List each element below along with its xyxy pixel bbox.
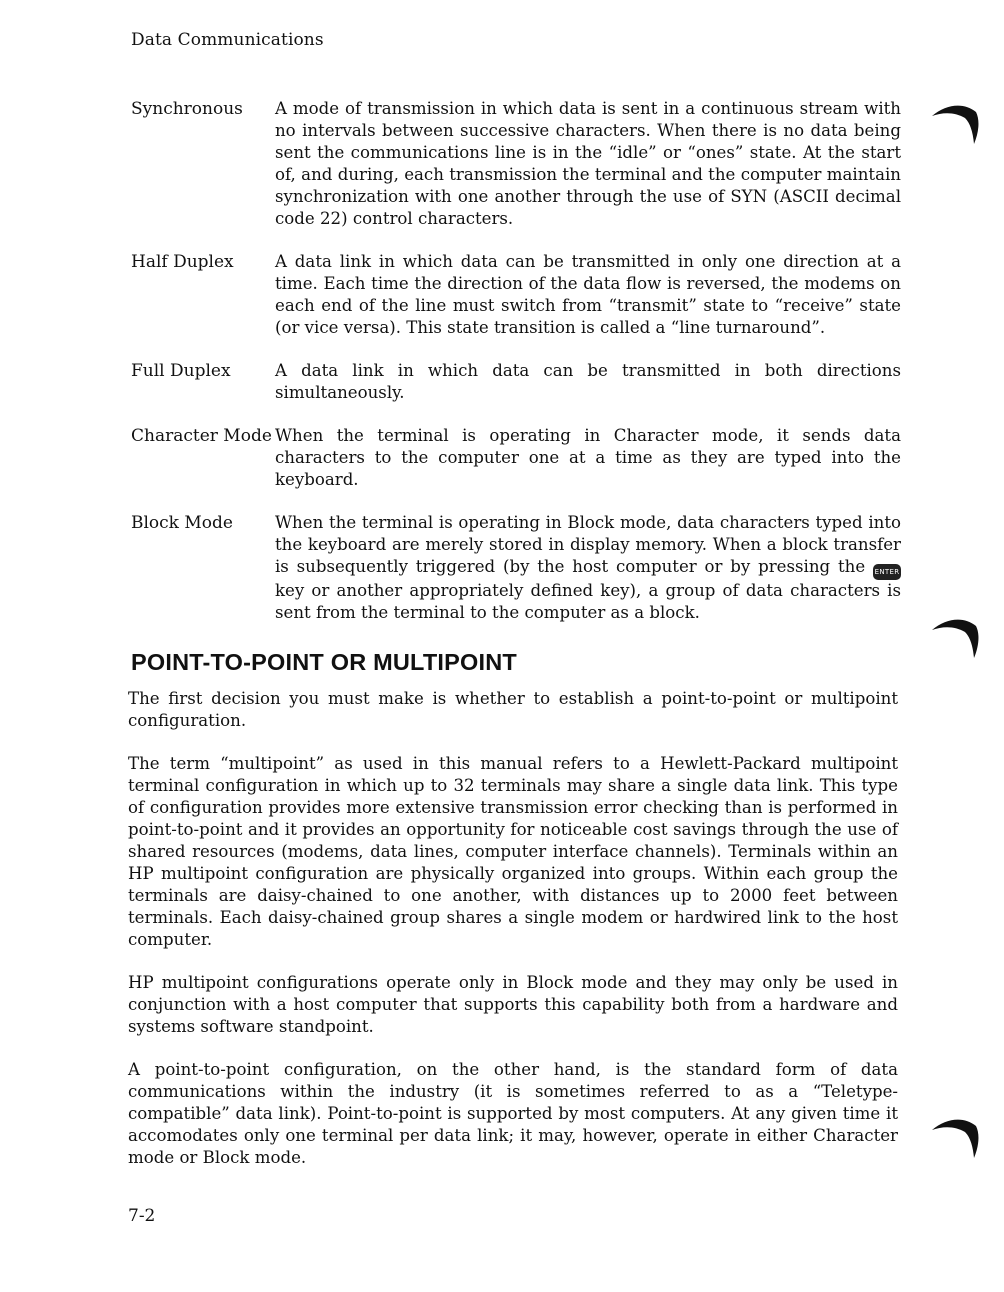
- glossary-definition: A data link in which data can be transmitted in only one direction at a time. Each time the direction of the data flow is reversed, the modems on each end of the line must switch from “transmit” state to “receive” state (or vice versa). This state transition is called a “line turnaround”.: [275, 252, 901, 337]
- glossary-term: Synchronous: [131, 99, 243, 119]
- glossary-entry-synchronous: [131, 98, 911, 230]
- glossary-entry-full-duplex: [131, 360, 911, 404]
- section-body: [128, 688, 898, 1190]
- paragraph: The first decision you must make is whether to establish a point-to-point or multipoint configuration.: [128, 689, 898, 730]
- enter-key-icon: ENTER: [873, 564, 901, 580]
- binder-hole-mark-icon: [928, 1112, 984, 1172]
- glossary-entry-half-duplex: [131, 251, 911, 339]
- page-number: 7-2: [128, 1206, 156, 1226]
- paragraph: A point-to-point configuration, on the other hand, is the standard form of data communications within the industry (it is sometimes referred to as a “Teletype-compatible” data link). Point-to-point is supported by most computers. At any given time it accomodates only one terminal per data link; it may, however, operate in either Character mode or Block mode.: [128, 1060, 898, 1167]
- glossary-definition: A data link in which data can be transmitted in both directions simultaneously.: [275, 361, 901, 402]
- running-head: Data Communications: [131, 30, 324, 50]
- glossary-term: Character Mode: [131, 426, 272, 446]
- glossary-term: Full Duplex: [131, 361, 231, 381]
- section-heading: POINT-TO-POINT OR MULTIPOINT: [131, 649, 517, 675]
- definition-text: key or another appropriately defined key), a group of data characters is sent from the terminal to the computer as a block.: [275, 581, 901, 622]
- glossary-entry-block-mode: [131, 512, 911, 624]
- glossary-definition: A mode of transmission in which data is sent in a continuous stream with no intervals between successive characters. When there is no data being sent the communications line is in the “idle” or “ones” state. At the start of, and during, each transmission the terminal and the computer maintain synchronization with one another through the use of SYN (ASCII decimal code 22) control characters.: [275, 99, 901, 228]
- definition-text: When the terminal is operating in Block mode, data characters typed into the keyboard are merely stored in display memory. When a block transfer is subsequently triggered (by the host computer or by pressing the: [275, 513, 901, 576]
- glossary: [131, 98, 911, 624]
- binder-hole-mark-icon: [928, 98, 984, 158]
- glossary-entry-character-mode: [131, 425, 911, 491]
- glossary-term: Half Duplex: [131, 252, 234, 272]
- glossary-definition: When the terminal is operating in Character mode, it sends data characters to the computer one at a time as they are typed into the keyboard.: [275, 426, 901, 489]
- paragraph: The term “multipoint” as used in this manual refers to a Hewlett-Packard multipoint terminal configuration in which up to 32 terminals may share a single data link. This type of configuration provides more extensive transmission error checking than is performed in point-to-point and it provides an opportunity for noticeable cost savings through the use of shared resources (modems, data lines, computer interface channels). Terminals within an HP multipoint configuration are physically organized into groups. Within each group the terminals are daisy-chained to one another, with distances up to 2000 feet between terminals. Each daisy-chained group shares a single modem or hardwired link to the host computer.: [128, 754, 898, 949]
- binder-hole-mark-icon: [928, 612, 984, 672]
- glossary-term: Block Mode: [131, 513, 233, 533]
- glossary-definition: [275, 512, 901, 624]
- paragraph: HP multipoint configurations operate only in Block mode and they may only be used in conjunction with a host computer that supports this capability both from a hardware and systems software standpoint.: [128, 973, 898, 1036]
